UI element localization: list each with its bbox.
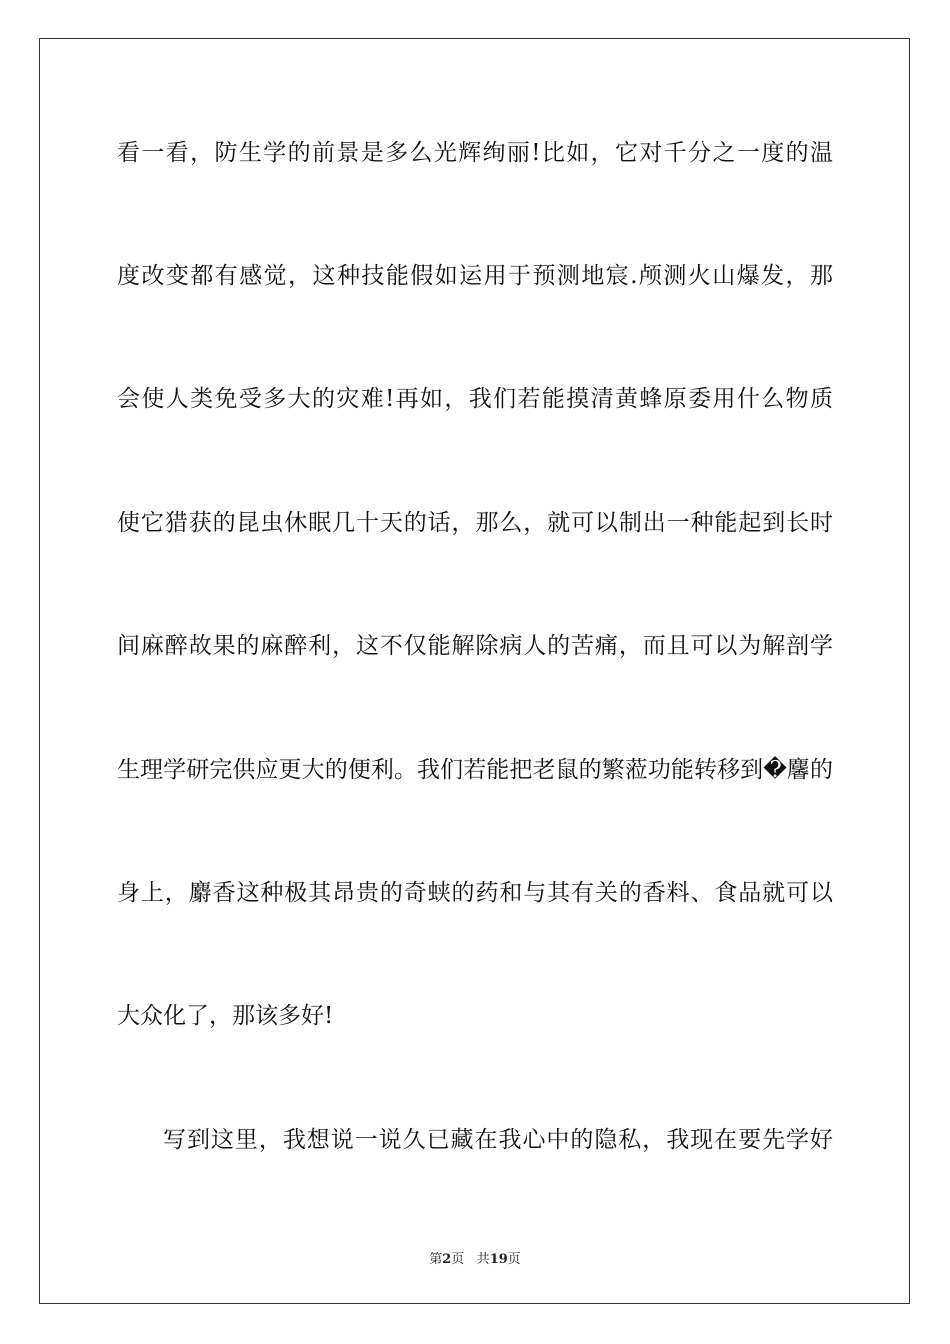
page-frame [39,38,910,1304]
body-text-line-9: 写到这里，我想说一说久已藏在我心中的隐私，我现在要先学好 [163,1127,833,1153]
body-text-line-7: 身上，麝香这种极其昂贵的奇蛱的药和与其有关的香料、食品就可以 [117,880,833,906]
page-total: 19 [489,1252,508,1267]
body-text-line-5: 间麻醉故果的麻醉利，这不仅能解除病人的苦痛，而且可以为解剖学 [117,633,833,659]
page-footer [0,1248,950,1267]
page-current: 2 [442,1252,452,1267]
body-text-line-8: 大众化了，那该多好! [117,1003,334,1029]
body-text-line-2: 度改变都有感觉，这种技能假如运用于预测地宸.颅测火山爆发，那 [117,263,833,289]
body-text-line-4: 使它猎获的昆虫休眠几十天的话，那么，就可以制出一种能起到长时 [117,510,833,536]
body-text-line-3: 会使人类免受多大的灾难!再如，我们若能摸清黄蜂原委用什么物质 [117,386,833,412]
page-suffix: 页 [451,1252,465,1267]
body-text-line-1: 看一看，防生学的前景是多么光辉绚丽!比如，它对千分之一度的温 [117,140,833,166]
total-suffix: 页 [507,1252,521,1267]
page-prefix: 第 [429,1252,443,1267]
total-prefix: 共 [476,1252,490,1267]
body-text-line-6: 生理学研完供应更大的便利。我们若能把老鼠的繁蒞功能转移到�麘的 [117,757,833,783]
